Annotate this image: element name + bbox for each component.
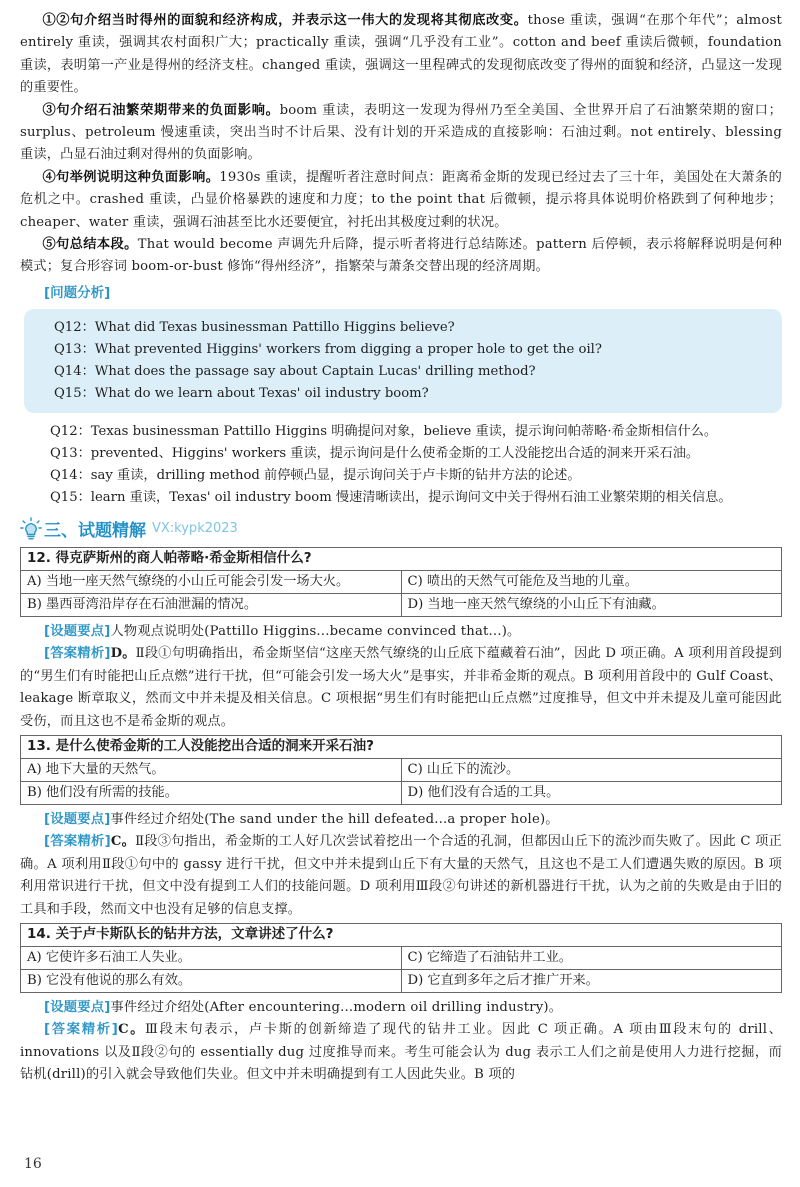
item-12-key: [答案精析]D。Ⅱ段①句明确指出，希金斯坚信“这座天然气缭绕的山丘底下蕴藏着石油”，因此 D 项正确。A 项利用首段提到的“男生们有时能把山丘点燃”进行干扰，但“可能会引发一场大火”是事实，并非希金斯的观点。B 项利用首段中的 Gulf Coast、leakage 断章取义，然而文中并未提及相关信息。C 项根据“男生们有时能把山丘点燃”过度推导，但文中并未提及儿童可能因此受伤，而且这也不是希金斯的观点。 xyxy=(20,646,782,729)
item-14-table xyxy=(20,923,782,993)
question-analysis-q12: Q12：Texas businessman Pattillo Higgins 明确提问对象，believe 重读，提示询问帕蒂略·希金斯相信什么。 xyxy=(50,423,718,439)
item-13-option-d: D) 他们没有合适的工具。 xyxy=(401,781,782,804)
item-13-option-a: A) 地下大量的天然气。 xyxy=(21,758,402,781)
item-12-point: [设题要点]人物观点说明处(Pattillo Higgins...became convinced that...)。 xyxy=(44,623,521,639)
analysis-paragraph-3: ④句举例说明这种负面影响。1930s 重读，提醒听者注意时间点：距离希金斯的发现已经过去了三十年，美国处在大萧条的危机之中。crashed 重读，凸显价格暴跌的速度和力度；to the point that 后微顿，提示将具体说明价格跌到了何种地步；cheaper、water 重读，强调石油甚至比水还要便宜，衬托出其极度过剩的状况。 xyxy=(20,169,782,230)
question-analysis-q15: Q15：learn 重读，Texas' oil industry boom 慢速清晰读出，提示询问文中关于得州石油工业繁荣期的相关信息。 xyxy=(50,489,732,505)
question-box xyxy=(24,309,782,413)
page-number: 16 xyxy=(24,1156,42,1172)
question-q12: Q12：What did Texas businessman Pattillo Higgins believe? xyxy=(54,319,455,335)
question-q15: Q15：What do we learn about Texas' oil industry boom? xyxy=(54,385,429,401)
item-12-option-b: B) 墨西哥湾沿岸存在石油泄漏的情况。 xyxy=(21,593,402,616)
analysis-paragraph-2: ③句介绍石油繁荣期带来的负面影响。boom 重读，表明这一发现为得州乃至全美国、全世界开启了石油繁荣期的窗口；surplus、petroleum 慢速重读，突出当时不计后果、没有计划的开采造成的直接影响：石油过剩。not entirely、blessing 重读，凸显石油过剩对得州的负面影响。 xyxy=(20,102,782,163)
question-analysis-q14: Q14：say 重读，drilling method 前停顿凸显，提示询问关于卢卡斯的钻井方法的论述。 xyxy=(50,467,581,483)
item-14-option-c: C) 它缔造了石油钻井工业。 xyxy=(401,946,782,969)
question-q14: Q14：What does the passage say about Captain Lucas' drilling method? xyxy=(54,363,536,379)
item-13-key: [答案精析]C。Ⅱ段③句指出，希金斯的工人好几次尝试着挖出一个合适的孔洞，但都因山丘下的流沙而失败了。因此 C 项正确。A 项利用Ⅱ段①句中的 gassy 进行干扰，但文中并未提到山丘下有大量的天然气，且这也不是工人们遭遇失败的原因。B 项利用常识进行干扰，但文中没有提到工人们的技能问题。D 项利用Ⅲ段②句讲述的新机器进行干扰，认为之前的失败是由于旧的工具和手段，然而文中也没有足够的信息支撑。 xyxy=(20,834,782,917)
item-12-stem: 12. 得克萨斯州的商人帕蒂略·希金斯相信什么? xyxy=(21,547,782,570)
item-12-option-d: D) 当地一座天然气缭绕的小山丘下有油藏。 xyxy=(401,593,782,616)
item-12-option-a: A) 当地一座天然气缭绕的小山丘可能会引发一场大火。 xyxy=(21,570,402,593)
page-content xyxy=(20,10,782,1087)
item-13-table xyxy=(20,735,782,805)
analysis-paragraph-1: ①②句介绍当时得州的面貌和经济构成，并表示这一伟大的发现将其彻底改变。those 重读，强调“在那个年代”；almost entirely 重读，强调其农村面积广大；practically 重读，强调“几乎没有工业”。cotton and beef 重读后微顿，foundation 重读，表明第一产业是得州的经济支柱。changed 重读，强调这一里程碑式的发现彻底改变了得州的面貌和经济，凸显这一发现的重要性。 xyxy=(20,13,782,96)
item-14-option-a: A) 它使许多石油工人失业。 xyxy=(21,946,402,969)
item-14-key: [答案精析]C。Ⅲ段末句表示，卢卡斯的创新缔造了现代的钻井工业。因此 C 项正确。A 项由Ⅲ段末句的 drill、innovations 以及Ⅱ段②句的 essentially dug 过度推导而来。考生可能会认为 dug 表示工人们之前是使用人力进行挖掘，而钻机(drill)的引入就会导致他们失业。但文中并未明确提到有工人因此失业。B 项的 xyxy=(20,1022,782,1083)
item-12-option-c: C) 喷出的天然气可能危及当地的儿童。 xyxy=(401,570,782,593)
question-q13: Q13：What prevented Higgins' workers from digging a proper hole to get the oil? xyxy=(54,341,602,357)
question-analysis-q13: Q13：prevented、Higgins' workers 重读，提示询问是什么使希金斯的工人没能挖出合适的洞来开采石油。 xyxy=(50,445,700,461)
item-12-table xyxy=(20,547,782,617)
item-13-point: [设题要点]事件经过介绍处(The sand under the hill defeated...a proper hole)。 xyxy=(44,811,559,827)
question-analysis-list xyxy=(50,421,782,509)
problem-analysis-heading: [问题分析] xyxy=(44,284,111,301)
item-14-stem: 14. 关于卢卡斯队长的钻井方法，文章讲述了什么? xyxy=(21,923,782,946)
item-13-option-b: B) 他们没有所需的技能。 xyxy=(21,781,402,804)
lightbulb-icon xyxy=(20,517,42,541)
section-heading xyxy=(20,517,782,541)
section-title: 三、试题精解 xyxy=(44,521,146,542)
analysis-paragraph-4: ⑤句总结本段。That would become 声调先升后降，提示听者将进行总结陈述。pattern 后停顿，表示将解释说明是何种模式；复合形容词 boom-or-bust 修饰“得州经济”，指繁荣与萧条交替出现的经济周期。 xyxy=(20,237,783,275)
item-14-point: [设题要点]事件经过介绍处(After encountering...modern oil drilling industry)。 xyxy=(44,999,563,1015)
watermark-text: VX:kypk2023 xyxy=(152,521,238,537)
item-13-stem: 13. 是什么使希金斯的工人没能挖出合适的洞来开采石油? xyxy=(21,735,782,758)
item-13-option-c: C) 山丘下的流沙。 xyxy=(401,758,782,781)
item-14-option-b: B) 它没有他说的那么有效。 xyxy=(21,969,402,992)
item-14-option-d: D) 它直到多年之后才推广开来。 xyxy=(401,969,782,992)
